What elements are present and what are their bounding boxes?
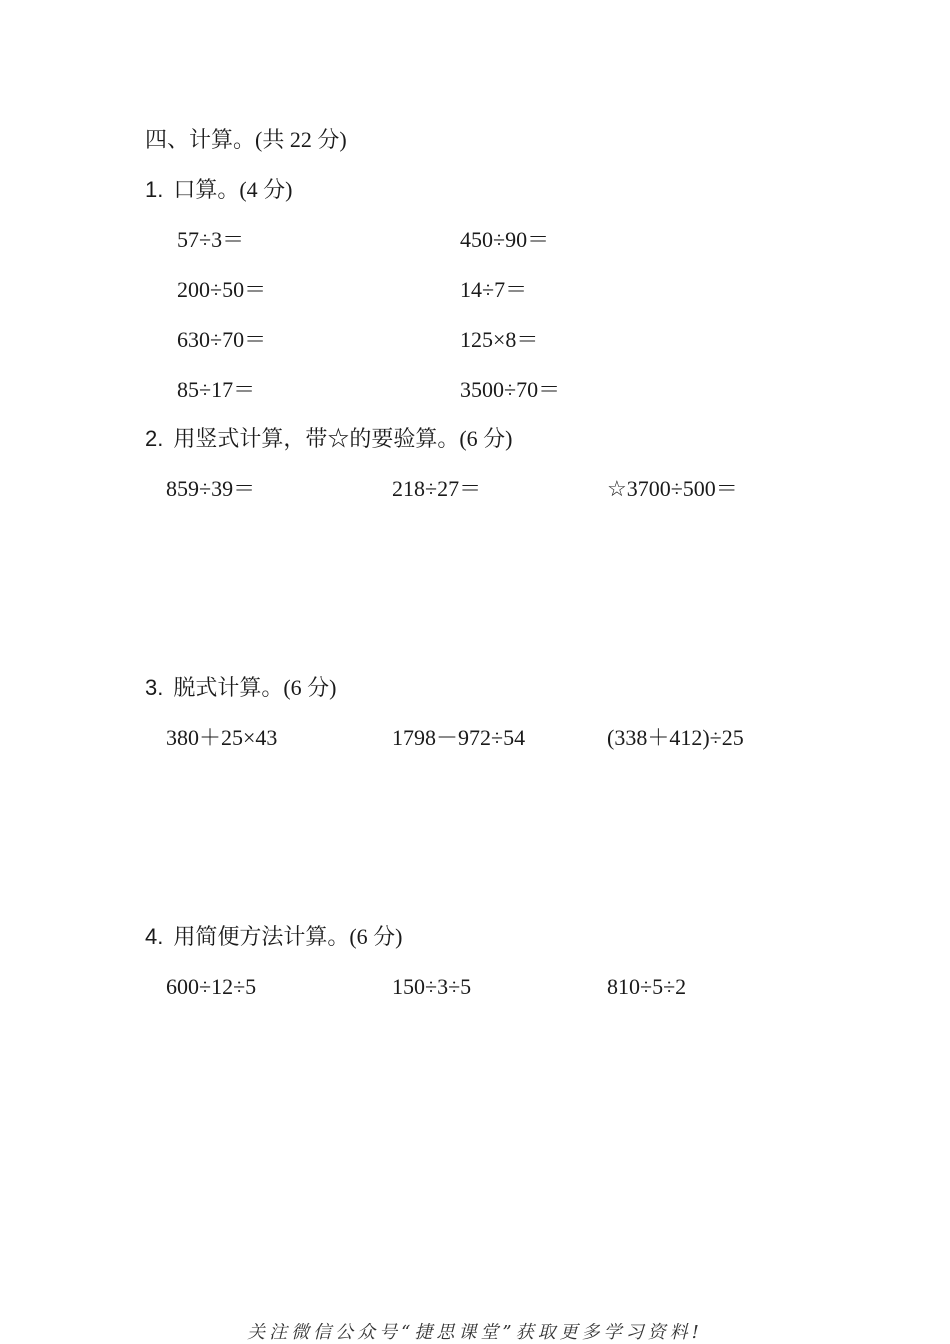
question-1-title: [145, 177, 293, 203]
question-1-text: 口算。(4 分): [173, 177, 293, 202]
question-4-title: [145, 924, 403, 950]
question-2-title: [145, 426, 513, 452]
question-4-number: 4.: [145, 924, 164, 949]
q3-item-1: 380＋25×43: [166, 725, 278, 750]
q1-item-1: 57÷3＝: [177, 227, 245, 252]
q1-item-5: 630÷70＝: [177, 327, 267, 352]
q2-item-1: 859÷39＝: [166, 476, 256, 501]
q2-item-2: 218÷27＝: [392, 476, 482, 501]
question-3-title: [145, 675, 337, 701]
q1-item-6: 125×8＝: [460, 327, 539, 352]
q1-item-2: 450÷90＝: [460, 227, 550, 252]
q1-item-4: 14÷7＝: [460, 277, 528, 302]
q1-item-7: 85÷17＝: [177, 377, 256, 402]
q4-item-2: 150÷3÷5: [392, 974, 472, 999]
question-3-number: 3.: [145, 675, 164, 700]
q2-item-3: ☆3700÷500＝: [607, 476, 738, 501]
q4-item-3: 810÷5÷2: [607, 974, 687, 999]
question-2-number: 2.: [145, 426, 164, 451]
question-2-text: 用竖式计算，带☆的要验算。(6 分): [173, 426, 513, 451]
q1-item-8: 3500÷70＝: [460, 377, 561, 402]
q1-item-3: 200÷50＝: [177, 277, 267, 302]
question-1-number: 1.: [145, 177, 164, 202]
q4-item-1: 600÷12÷5: [166, 974, 257, 999]
question-3-text: 脱式计算。(6 分): [173, 675, 337, 700]
question-4-text: 用简便方法计算。(6 分): [173, 924, 403, 949]
footer-note: 关注微信公众号“捷思课堂”获取更多学习资料!: [247, 1322, 703, 1343]
q3-item-3: (338＋412)÷25: [607, 725, 744, 750]
section-title: 四、计算。(共 22 分): [145, 127, 347, 152]
q3-item-2: 1798－972÷54: [392, 725, 526, 750]
